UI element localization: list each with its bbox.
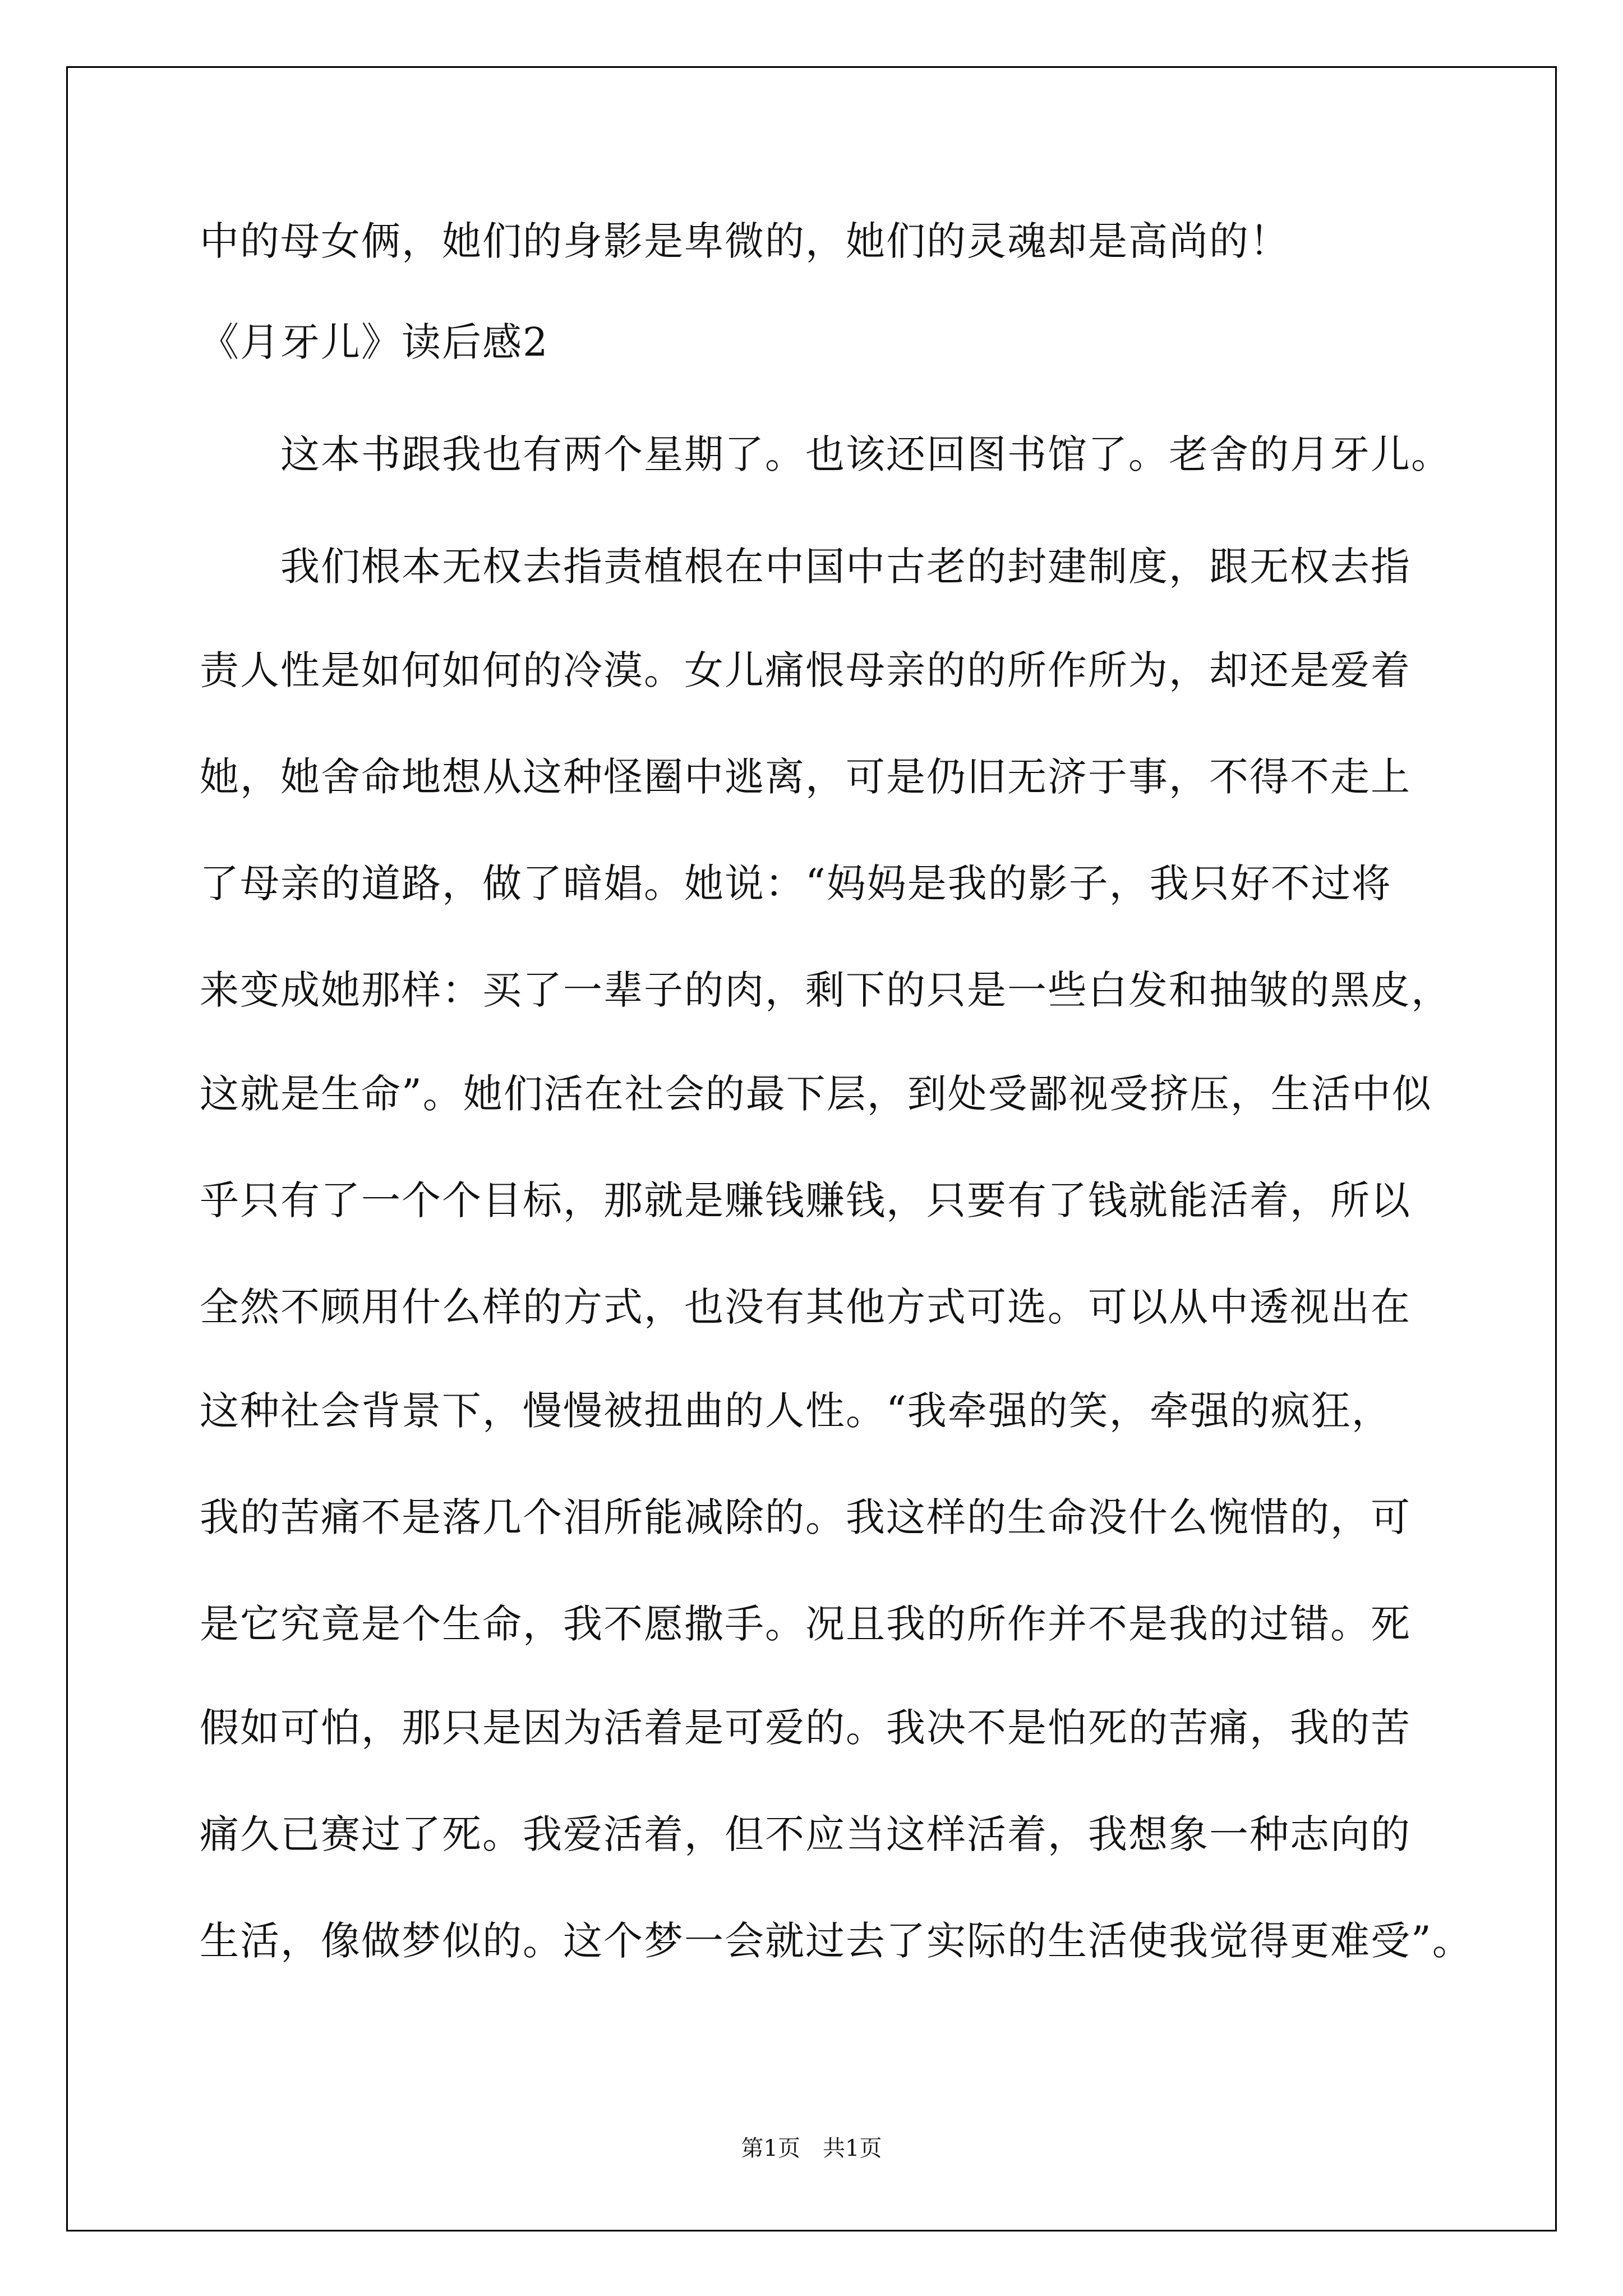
page-number: 第1页: [741, 2136, 800, 2161]
page-border: [66, 66, 1557, 2231]
text-line: 全然不顾用什么样的方式，也没有其他方式可选。可以从中透视出在: [200, 1284, 1411, 1330]
text-line: 痛久已赛过了死。我爱活着，但不应当这样活着，我想象一种志向的: [200, 1811, 1411, 1857]
text-line: 生活，像做梦似的。这个梦一会就过去了实际的生活使我觉得更难受”。: [200, 1918, 1473, 1964]
text-line: 中的母女俩，她们的身影是卑微的，她们的灵魂却是高尚的！: [200, 218, 1290, 264]
text-line: 这本书跟我也有两个星期了。也该还回图书馆了。老舍的月牙儿。: [200, 431, 1451, 477]
text-line: 这种社会背景下，慢慢被扭曲的人性。“我牵强的笑，牵强的疯狂，: [200, 1388, 1392, 1434]
text-line: 来变成她那样：买了一辈子的肉，剩下的只是一些白发和抽皱的黑皮，: [200, 967, 1451, 1013]
text-line: 我的苦痛不是落几个泪所能减除的。我这样的生命没什么惋惜的，可: [200, 1494, 1411, 1540]
total-pages: 共1页: [823, 2136, 882, 2161]
text-line: 她，她舍命地想从这种怪圈中逃离，可是仍旧无济于事，不得不走上: [200, 754, 1411, 800]
text-line: 责人性是如何如何的冷漠。女儿痛恨母亲的的所作所为，却还是爱着: [200, 647, 1411, 693]
text-line: 我们根本无权去指责植根在中国中古老的封建制度，跟无权去指: [200, 544, 1411, 590]
text-line: 假如可怕，那只是因为活着是可爱的。我决不是怕死的苦痛，我的苦: [200, 1705, 1411, 1751]
text-line: 这就是生命”。她们活在社会的最下层，到处受鄙视受挤压，生活中似: [200, 1071, 1432, 1117]
page-footer: [0, 2134, 1623, 2162]
text-line: 乎只有了一个个目标，那就是赚钱赚钱，只要有了钱就能活着，所以: [200, 1177, 1411, 1223]
section-heading: 《月牙儿》读后感2: [200, 319, 549, 365]
text-line: 了母亲的道路，做了暗娼。她说：“妈妈是我的影子，我只好不过将: [200, 861, 1392, 907]
text-line: 是它究竟是个生命，我不愿撒手。况且我的所作并不是我的过错。死: [200, 1601, 1411, 1647]
